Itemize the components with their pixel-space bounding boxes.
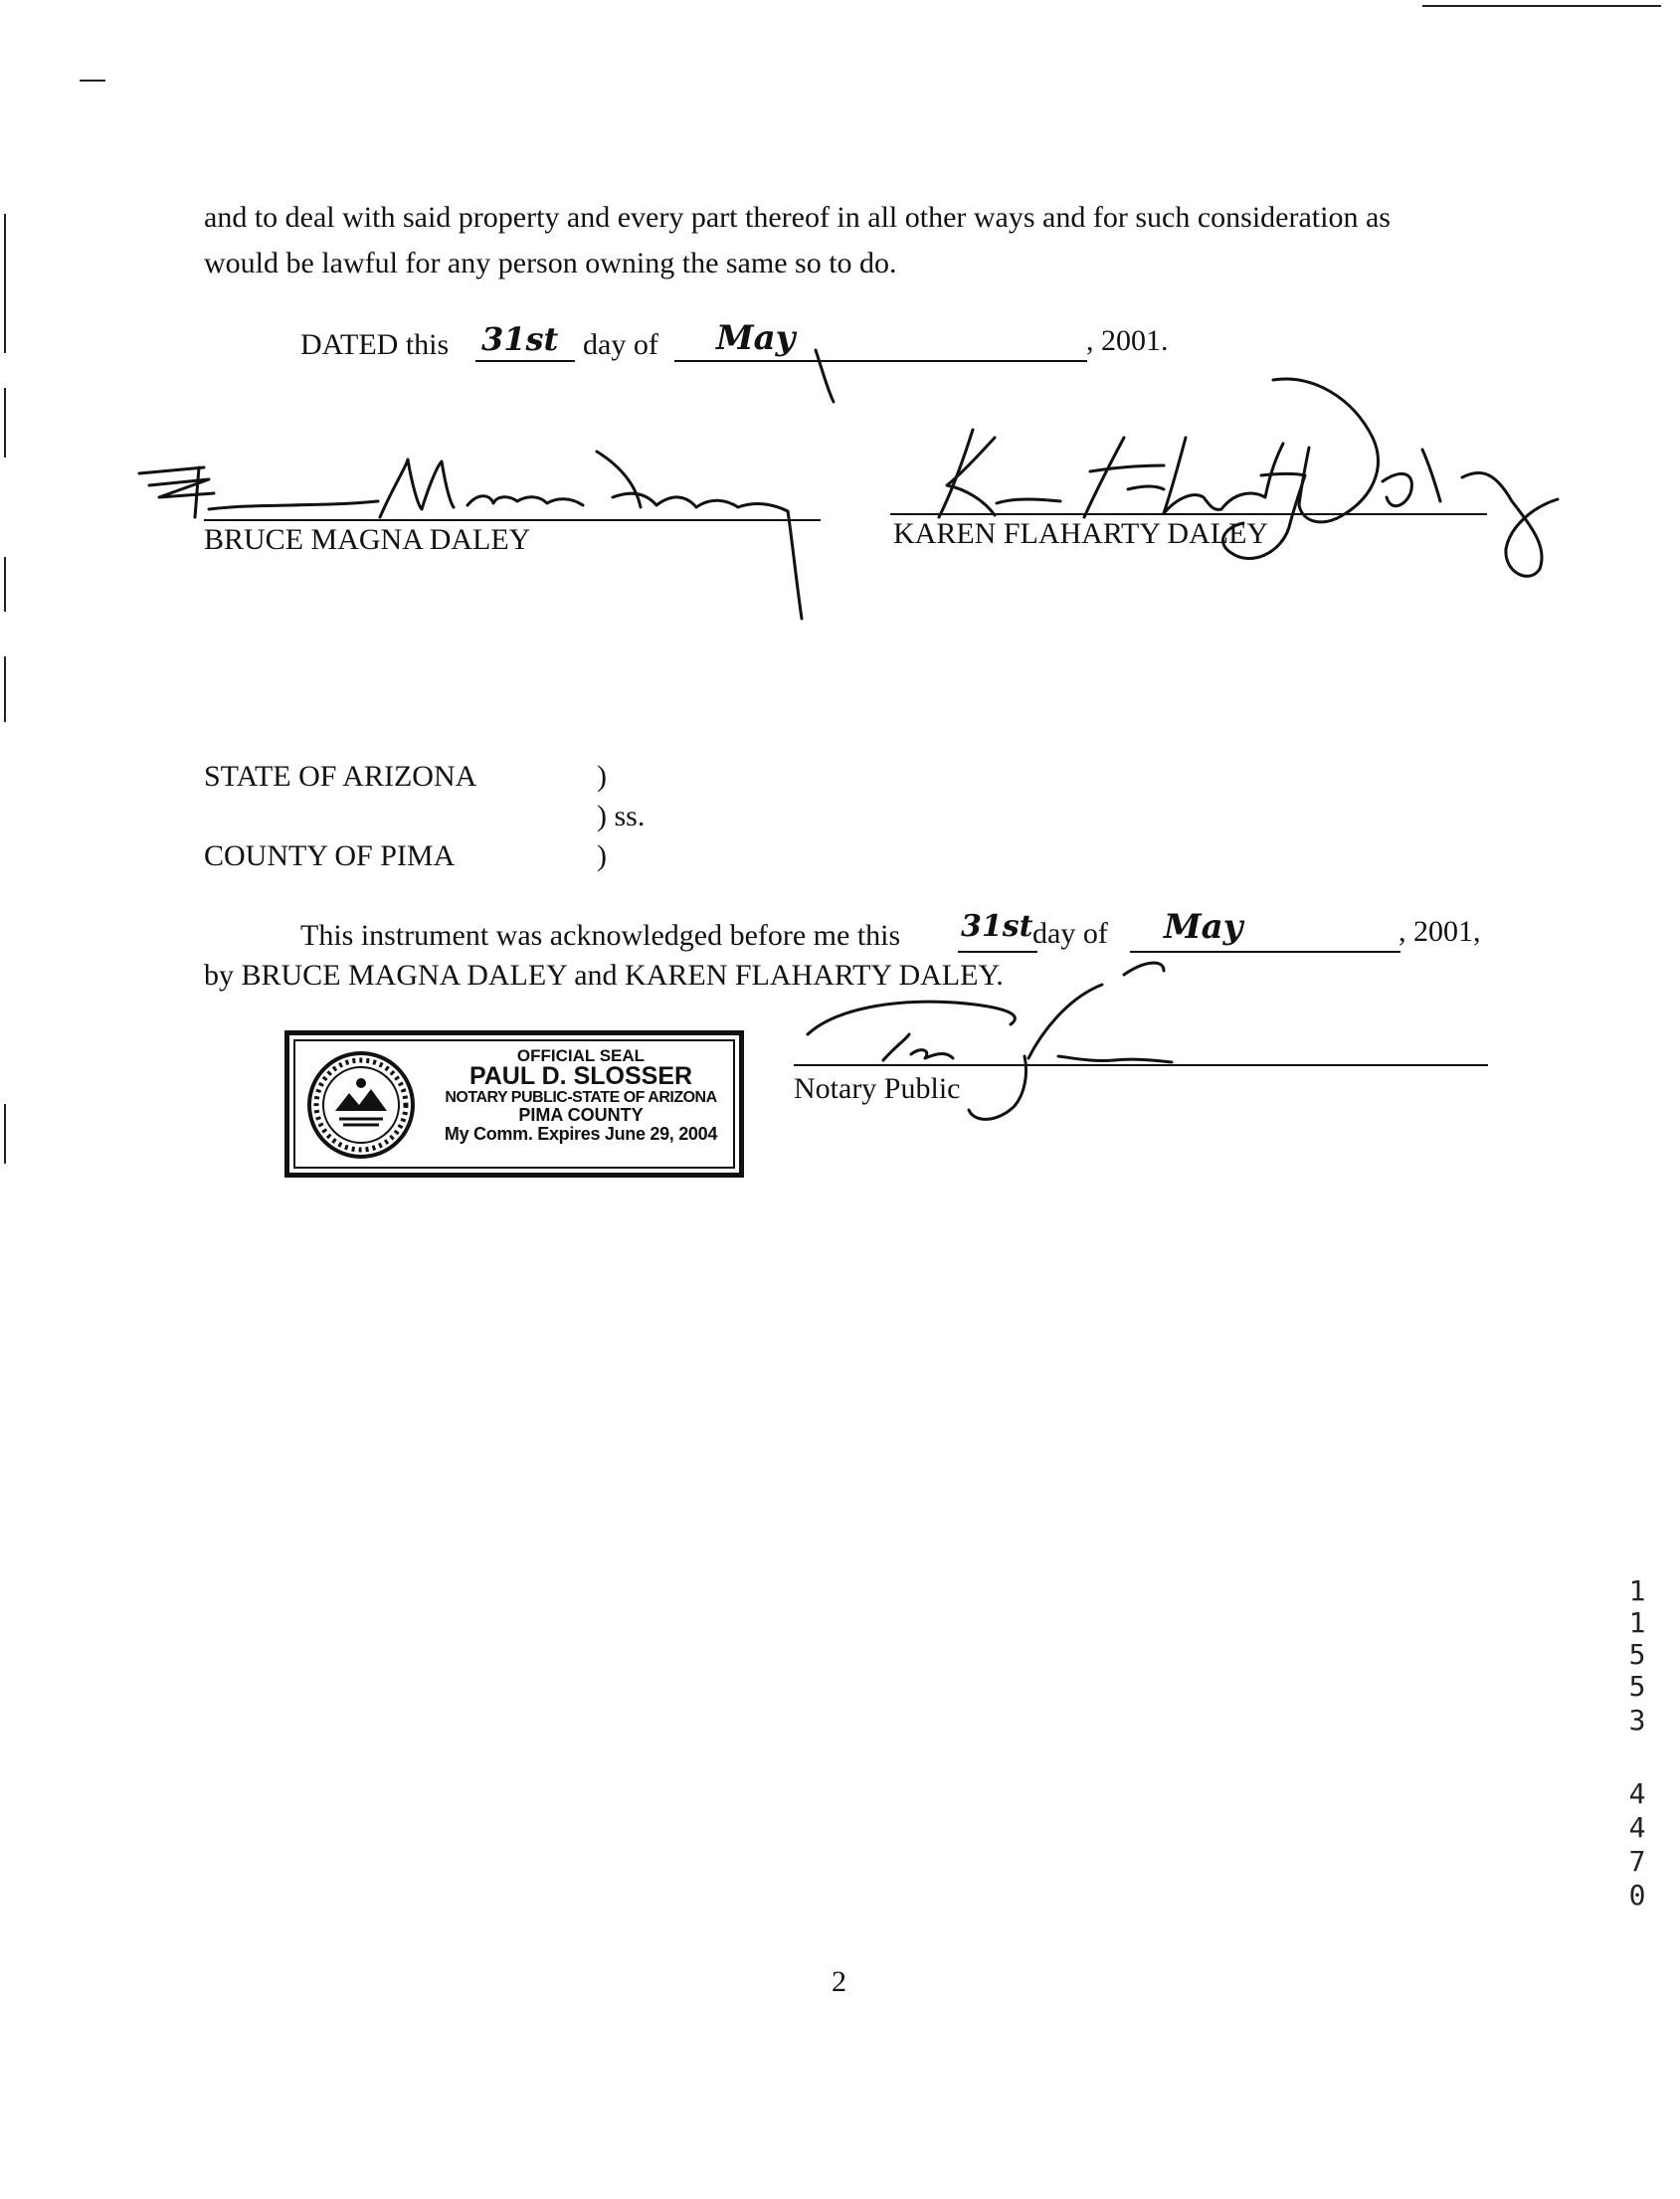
recording-stamp-digit: 5 — [1628, 1638, 1646, 1671]
ack-prefix: This instrument was acknowledged before me this — [300, 919, 901, 952]
signer-name-right: KAREN FLAHARTY DALEY — [893, 517, 1269, 550]
notary-official-seal — [284, 1030, 744, 1178]
seal-text — [423, 1047, 739, 1143]
dated-month-blank — [674, 360, 1087, 362]
body-line-2: would be lawful for any person owning the same so to do. — [204, 247, 897, 279]
ack-month-handwritten: May — [1164, 907, 1243, 947]
recording-stamp-digit: 7 — [1628, 1845, 1646, 1878]
venue-state: STATE OF ARIZONA — [204, 760, 477, 793]
venue-paren-open: ) — [597, 760, 607, 793]
dated-prefix: DATED this — [300, 328, 450, 361]
scan-edge-mark — [4, 1104, 6, 1164]
ack-month-blank — [1130, 951, 1400, 953]
scan-top-rule — [1422, 5, 1661, 7]
recording-stamp-digit: 1 — [1628, 1574, 1646, 1607]
venue-ss: ) ss. — [597, 800, 646, 832]
ack-year: , 2001, — [1399, 915, 1481, 948]
recording-stamp-digit: 4 — [1628, 1811, 1646, 1844]
arizona-state-seal-icon — [305, 1049, 417, 1161]
ack-day-of: day of — [1032, 917, 1108, 950]
dated-year: , 2001. — [1086, 324, 1169, 357]
recording-stamp-digit: 0 — [1628, 1879, 1646, 1912]
scan-edge-mark — [4, 557, 6, 612]
notary-label: Notary Public — [794, 1072, 961, 1105]
venue-county: COUNTY OF PIMA — [204, 839, 456, 872]
seal-line-4: PIMA COUNTY — [518, 1105, 644, 1126]
ack-day-handwritten: 31st — [961, 909, 1033, 944]
venue-paren-close: ) — [597, 839, 607, 872]
dated-month-handwritten: May — [716, 318, 796, 358]
page-number: 2 — [832, 1965, 846, 1998]
recording-stamp-digit: 4 — [1628, 1777, 1646, 1810]
scan-speck — [80, 80, 105, 82]
ack-line-2: by BRUCE MAGNA DALEY and KAREN FLAHARTY DALEY. — [204, 959, 1004, 992]
seal-line-2: PAUL D. SLOSSER — [468, 1062, 693, 1091]
dated-day-handwritten: 31st — [481, 320, 559, 358]
ack-day-blank — [958, 951, 1037, 953]
dated-day-of: day of — [583, 328, 658, 361]
scan-edge-mark — [4, 214, 6, 353]
signature-line-right — [890, 513, 1487, 515]
signer-name-left: BRUCE MAGNA DALEY — [204, 523, 531, 556]
recording-stamp-digit: 3 — [1628, 1704, 1646, 1737]
recording-stamp-digit: 1 — [1628, 1606, 1646, 1639]
body-line-1: and to deal with said property and every part thereof in all other ways and for such consideration as — [204, 201, 1391, 234]
signature-line-left — [204, 519, 821, 521]
scan-edge-mark — [4, 656, 6, 722]
seal-line-5: My Comm. Expires June 29, 2004 — [444, 1123, 718, 1144]
dated-day-blank — [475, 360, 575, 362]
recording-stamp-digit: 5 — [1628, 1670, 1646, 1703]
scan-edge-mark — [4, 388, 6, 458]
notary-signature-line — [794, 1064, 1488, 1066]
seal-line-3: NOTARY PUBLIC-STATE OF ARIZONA — [445, 1088, 717, 1106]
seal-line-1: OFFICIAL SEAL — [516, 1046, 646, 1065]
